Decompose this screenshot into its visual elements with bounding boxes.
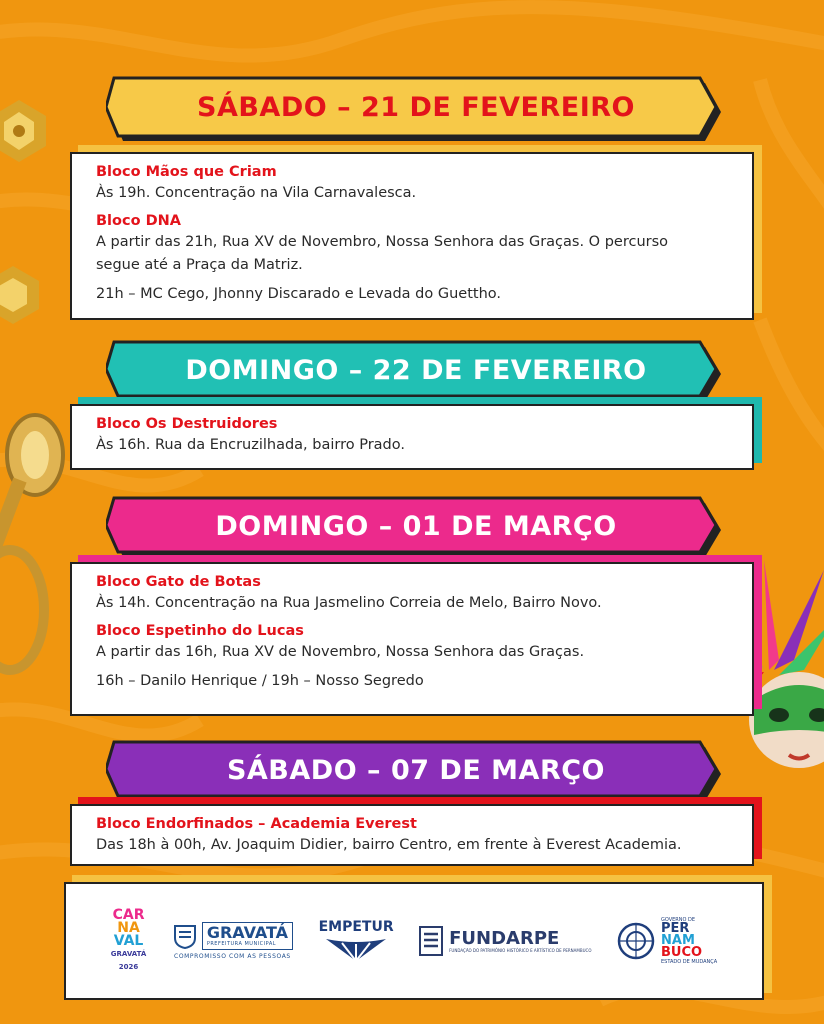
fundarpe-sub: FUNDAÇÃO DO PATRIMÔNIO HISTÓRICO E ARTÍSTICO DE PERNAMBUCO <box>449 947 592 953</box>
event-detail: A partir das 16h, Rua XV de Novembro, Nossa Senhora das Graças. <box>96 644 585 660</box>
events-box-4 <box>70 804 754 866</box>
empetur-logo <box>319 919 394 963</box>
gravata-tagline: COMPROMISSO COM AS PESSOAS <box>174 953 291 960</box>
pernambuco-logo <box>617 917 717 965</box>
event-detail: Às 19h. Concentração na Vila Carnavalesca. <box>96 185 417 201</box>
events-box-3 <box>70 562 754 716</box>
trumpet-icon <box>0 410 80 690</box>
date-banner-3 <box>106 494 726 560</box>
date-banner-2 <box>106 338 726 404</box>
event-name: Bloco DNA <box>96 213 181 229</box>
event-name: Bloco Gato de Botas <box>96 574 261 590</box>
prefeitura-gravata-logo <box>172 922 293 960</box>
empetur-fan-icon <box>324 937 388 963</box>
date-title: SÁBADO – 07 DE MARÇO <box>226 755 606 786</box>
event-name: Bloco Espetinho do Lucas <box>96 623 304 639</box>
event-lineup: 16h – Danilo Henrique / 19h – Nosso Segredo <box>96 673 424 689</box>
carnaval-gravata-logo <box>110 906 147 974</box>
event-detail: A partir das 21h, Rua XV de Novembro, Nossa Senhora das Graças. O percurso <box>96 234 669 250</box>
event-detail: Às 16h. Rua da Encruzilhada, bairro Prado. <box>96 437 405 453</box>
fundarpe-logo <box>419 926 591 956</box>
carnaval-line: NA <box>117 919 140 936</box>
date-title: DOMINGO – 22 DE FEVEREIRO <box>185 355 647 386</box>
event-name: Bloco Os Destruidores <box>96 416 278 432</box>
pe-line: PER <box>661 921 690 936</box>
date-title: DOMINGO – 01 DE MARÇO <box>215 511 617 542</box>
fundarpe-building-icon <box>419 926 443 956</box>
events-box-1 <box>70 152 754 320</box>
pe-line: BUCO <box>661 945 703 960</box>
pe-sub: ESTADO DE MUDANÇA <box>661 959 718 965</box>
date-banner-4 <box>106 738 726 804</box>
empetur-name: EMPETUR <box>318 919 394 935</box>
state-crest-icon <box>617 919 655 963</box>
gold-sequin-icon <box>0 264 44 326</box>
event-detail: segue até a Praça da Matriz. <box>96 257 303 273</box>
gravata-sub: PREFEITURA MUNICIPAL <box>206 941 277 947</box>
event-name: Bloco Mãos que Criam <box>96 164 277 180</box>
city-crest-icon <box>172 923 198 949</box>
event-lineup: 21h – MC Cego, Jhonny Discarado e Levada do Guettho. <box>96 286 501 302</box>
events-box-2 <box>70 404 754 470</box>
event-detail: Das 18h à 00h, Av. Joaquim Didier, bairro Centro, em frente à Everest Academia. <box>96 837 682 853</box>
carnaval-city: GRAVATÁ <box>110 949 147 958</box>
event-name: Bloco Endorfinados – Academia Everest <box>96 816 417 832</box>
event-detail: Às 14h. Concentração na Rua Jasmelino Correia de Melo, Bairro Novo. <box>96 595 602 611</box>
gravata-name: GRAVATÁ <box>206 923 289 942</box>
sponsor-footer <box>64 882 764 1000</box>
carnaval-line: CAR <box>112 906 145 923</box>
gold-sequin-icon <box>0 98 52 164</box>
pe-top: GOVERNO DE <box>661 917 696 923</box>
carnaval-year: 2026 <box>118 962 139 971</box>
fundarpe-name: FUNDARPE <box>449 927 560 949</box>
pe-line: NAM <box>661 933 695 948</box>
date-banner-1 <box>106 74 726 144</box>
date-title: SÁBADO – 21 DE FEVEREIRO <box>197 92 635 123</box>
carnaval-line: VAL <box>113 932 144 949</box>
